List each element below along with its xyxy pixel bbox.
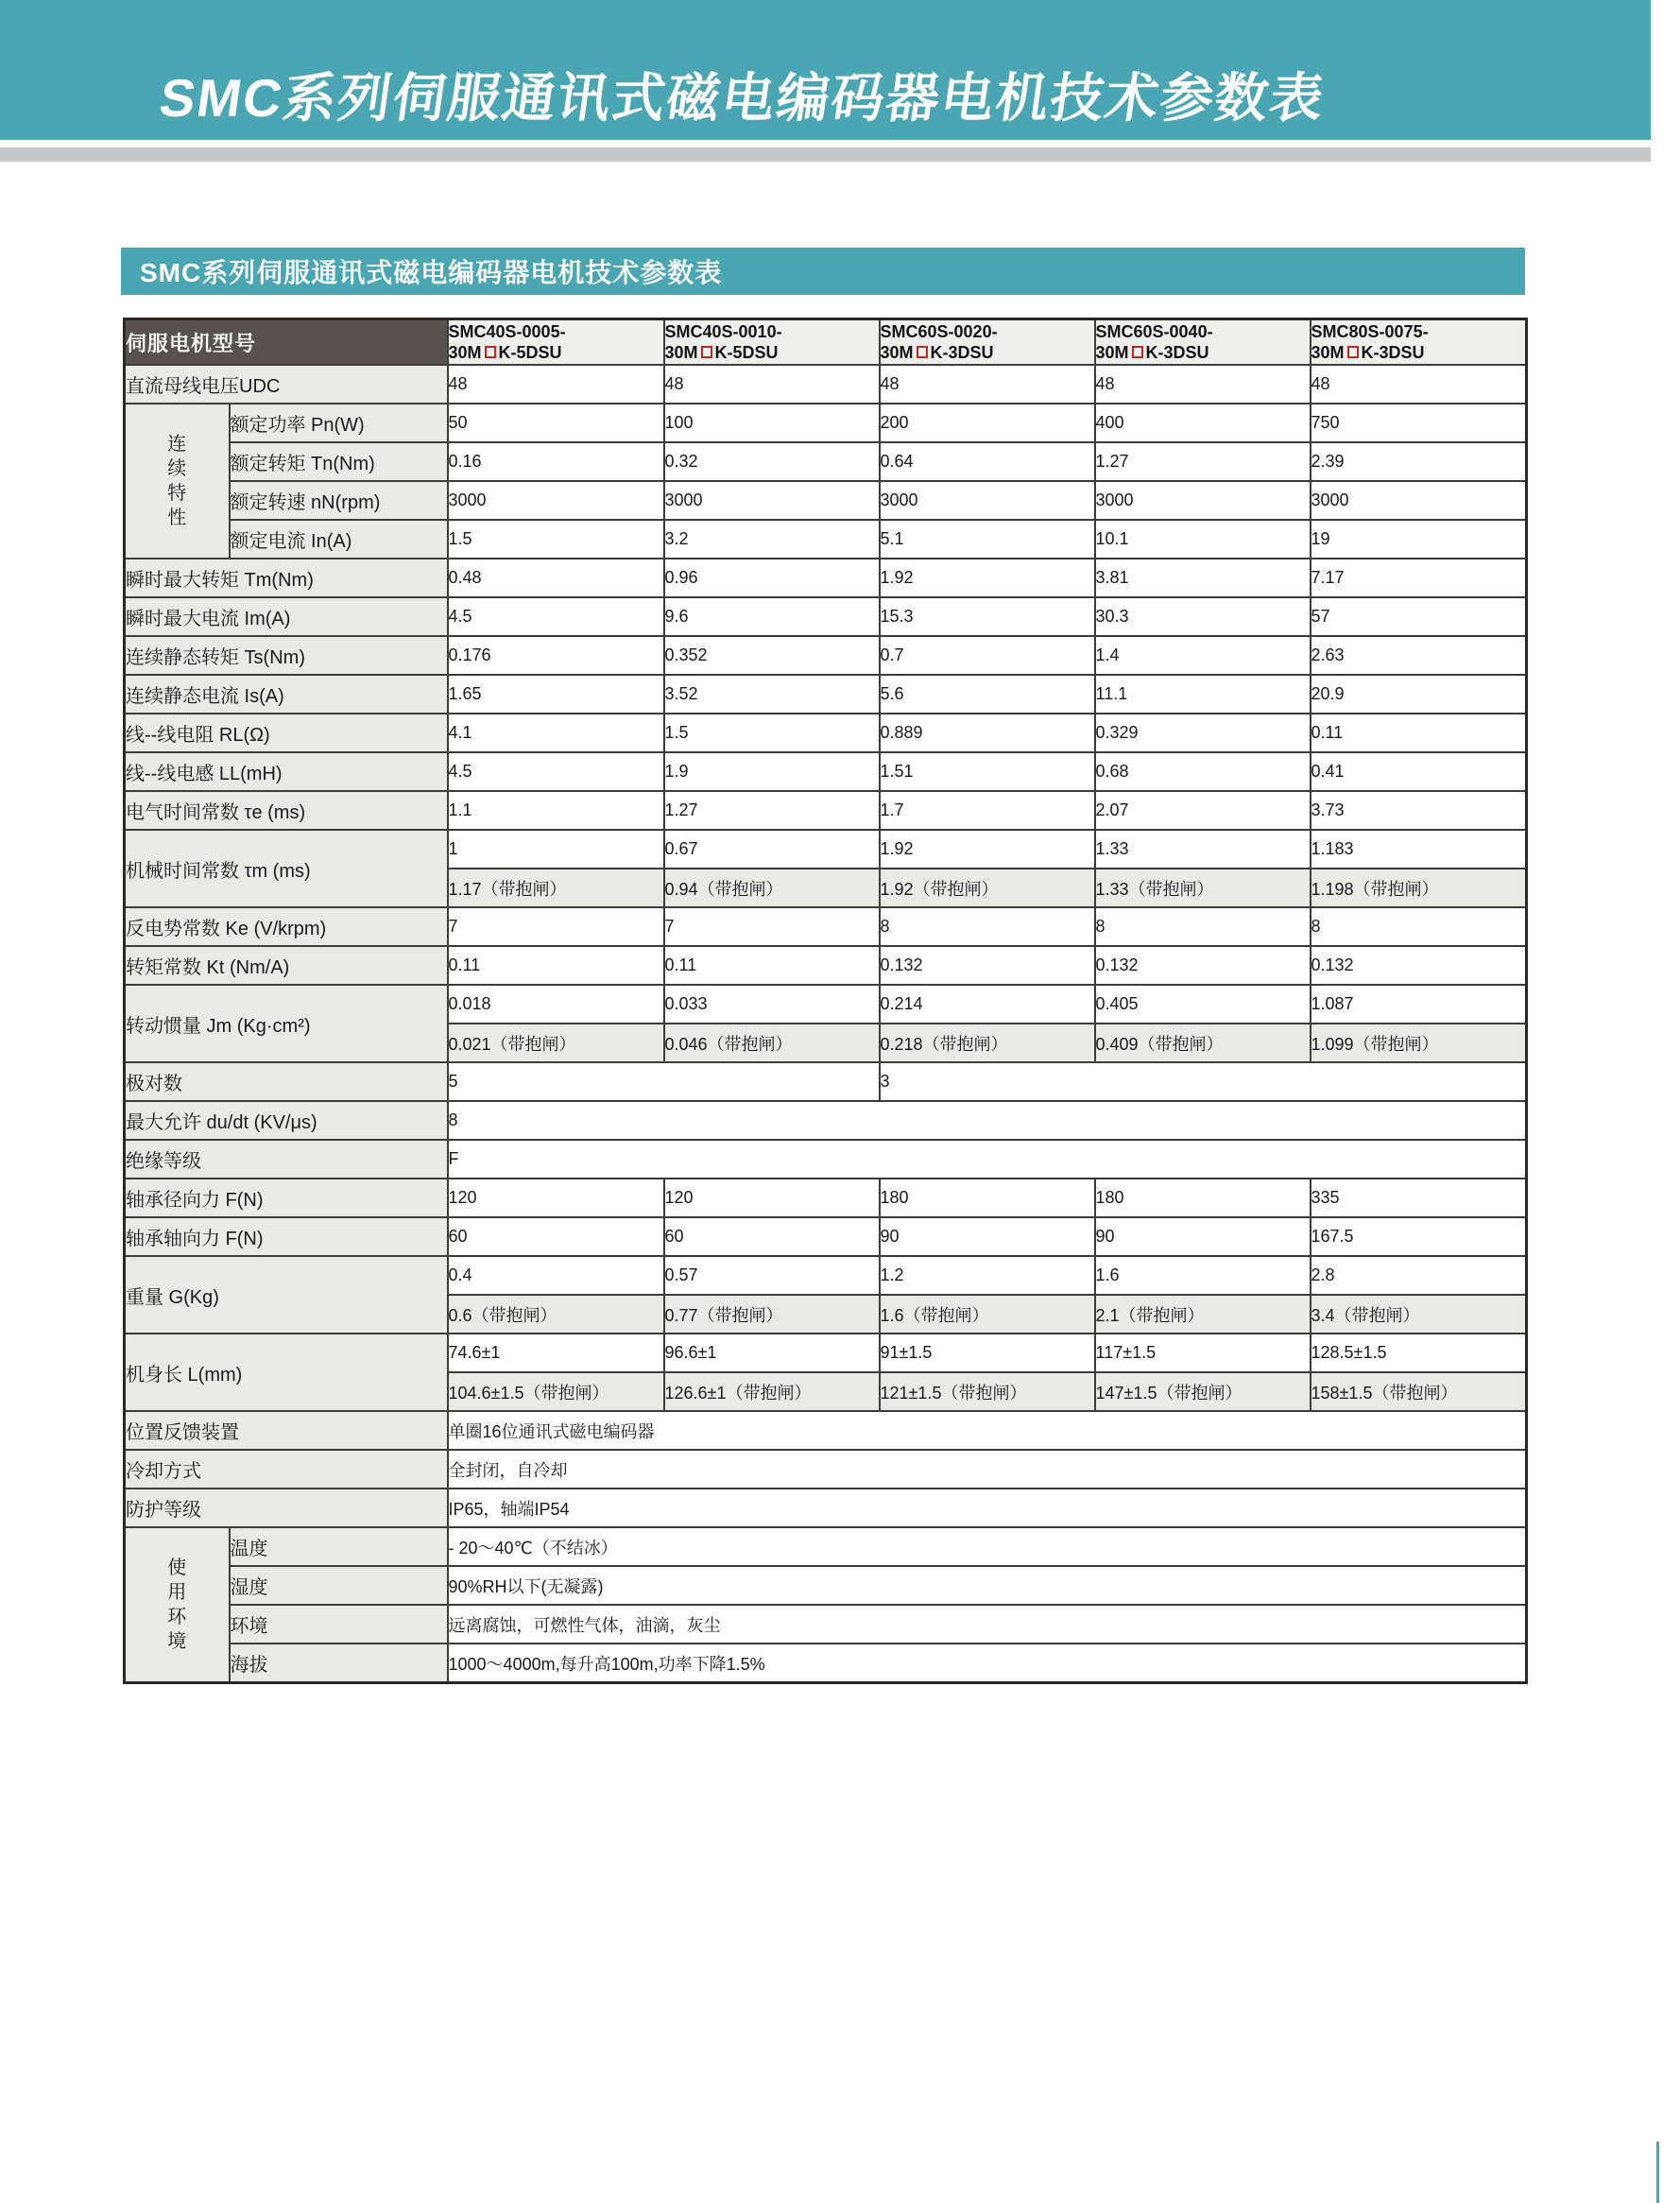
model-name-line2-prefix: 30M (1311, 343, 1345, 362)
group-label-char: 性 (167, 508, 187, 528)
cell-value: 0.889 (880, 714, 1095, 752)
row-label: 瞬时最大电流 Im(A) (125, 597, 448, 636)
page-banner (0, 0, 1651, 140)
group-label-char: 境 (167, 1631, 187, 1652)
model-name-line1: SMC80S-0075- (1311, 322, 1429, 341)
cell-value: 100 (664, 404, 880, 442)
row-label: 最大允许 du/dt (KV/μs) (125, 1101, 448, 1140)
frame-size-placeholder-icon (485, 346, 496, 358)
cell-value: 90 (1095, 1217, 1311, 1256)
cell-value: 0.046（带抱闸） (664, 1024, 880, 1062)
model-header (1311, 319, 1527, 366)
table-row (125, 1411, 1527, 1450)
decorative-line (1656, 2142, 1659, 2203)
group-label-char: 特 (167, 483, 187, 504)
cell-value: 50 (448, 404, 664, 442)
table-row (125, 1217, 1527, 1256)
section-title: SMC系列伺服通讯式磁电编码器电机技术参数表 (140, 258, 723, 287)
row-sublabel: 湿度 (230, 1566, 448, 1605)
cell-value: 7 (448, 907, 664, 946)
cell-value: 48 (448, 365, 664, 404)
model-header (1095, 319, 1311, 366)
cell-value: 1.17（带抱闸） (448, 869, 664, 907)
cell-value: 远离腐蚀，可燃性气体，油滴，灰尘 (448, 1605, 1527, 1644)
cell-value: 96.6±1 (664, 1334, 880, 1372)
cell-value: F (448, 1140, 1527, 1179)
table-row (125, 365, 1527, 404)
cell-value: 1.2 (880, 1256, 1095, 1295)
cell-value: 60 (448, 1217, 664, 1256)
cell-value: 0.41 (1311, 752, 1527, 791)
cell-value: 3 (880, 1062, 1527, 1101)
model-name-line2-prefix: 30M (880, 343, 914, 362)
row-label: 绝缘等级 (125, 1140, 448, 1179)
table-row (125, 1062, 1527, 1101)
model-name-line2-prefix: 30M (664, 343, 698, 362)
cell-value: 104.6±1.5（带抱闸） (448, 1372, 664, 1411)
cell-value: 0.218（带抱闸） (880, 1024, 1095, 1062)
cell-value: 180 (1095, 1179, 1311, 1217)
table-row (125, 830, 1527, 869)
model-name-line2-suffix: K-5DSU (498, 343, 562, 362)
spec-table-head (125, 319, 1527, 366)
cell-value: 0.132 (880, 946, 1095, 985)
row-label: 直流母线电压UDC (125, 365, 448, 404)
table-row (125, 404, 1527, 442)
row-label: 重量 G(Kg) (125, 1256, 448, 1334)
cell-value: 48 (1311, 365, 1527, 404)
cell-value: 0.7 (880, 636, 1095, 675)
group-label-char: 用 (167, 1582, 187, 1603)
table-row (125, 1605, 1527, 1644)
table-row (125, 1256, 1527, 1295)
row-label: 反电势常数 Ke (V/krpm) (125, 907, 448, 946)
cell-value: 30.3 (1095, 597, 1311, 636)
cell-value: 167.5 (1311, 1217, 1527, 1256)
cell-value: 0.77（带抱闸） (664, 1295, 880, 1334)
cell-value: 1000～4000m,每升高100m,功率下降1.5% (448, 1644, 1527, 1683)
group-label (125, 1527, 230, 1683)
cell-value: 0.409（带抱闸） (1095, 1024, 1311, 1062)
cell-value: 0.64 (880, 442, 1095, 481)
cell-value: 0.018 (448, 985, 664, 1024)
row-label: 极对数 (125, 1062, 448, 1101)
cell-value: 335 (1311, 1179, 1527, 1217)
table-row (125, 636, 1527, 675)
cell-value: 4.5 (448, 597, 664, 636)
cell-value: 1.6（带抱闸） (880, 1295, 1095, 1334)
page-title: SMC系列伺服通讯式磁电编码器电机技术参数表 (156, 68, 1329, 128)
cell-value: 3000 (1095, 481, 1311, 520)
cell-value: 2.07 (1095, 791, 1311, 830)
table-row (125, 946, 1527, 985)
cell-value: 0.57 (664, 1256, 880, 1295)
cell-value: 19 (1311, 520, 1527, 559)
frame-size-placeholder-icon (701, 346, 712, 358)
table-row (125, 1450, 1527, 1489)
row-label: 连续静态转矩 Ts(Nm) (125, 636, 448, 675)
cell-value: 0.48 (448, 559, 664, 597)
model-header (664, 319, 880, 366)
cell-value: 0.94（带抱闸） (664, 869, 880, 907)
cell-value: 3000 (448, 481, 664, 520)
cell-value: 0.96 (664, 559, 880, 597)
cell-value: 0.132 (1311, 946, 1527, 985)
cell-value: 117±1.5 (1095, 1334, 1311, 1372)
cell-value: 全封闭，自冷却 (448, 1450, 1527, 1489)
row-label: 冷却方式 (125, 1450, 448, 1489)
table-row (125, 675, 1527, 714)
cell-value: 7.17 (1311, 559, 1527, 597)
row-label: 防护等级 (125, 1489, 448, 1527)
model-name-line2-suffix: K-3DSU (930, 343, 994, 362)
spec-table-body (125, 365, 1527, 1683)
cell-value: 2.39 (1311, 442, 1527, 481)
group-label-char: 使 (167, 1558, 187, 1578)
cell-value: 8 (448, 1101, 1527, 1140)
table-row (125, 985, 1527, 1024)
cell-value: 9.6 (664, 597, 880, 636)
cell-value: 147±1.5（带抱闸） (1095, 1372, 1311, 1411)
cell-value: 3.4（带抱闸） (1311, 1295, 1527, 1334)
table-row (125, 559, 1527, 597)
cell-value: 1.5 (664, 714, 880, 752)
model-name-line2-prefix: 30M (1095, 343, 1129, 362)
row-label: 位置反馈装置 (125, 1411, 448, 1450)
cell-value: 120 (664, 1179, 880, 1217)
model-name-line2-prefix: 30M (448, 343, 482, 362)
row-label: 连续静态电流 Is(A) (125, 675, 448, 714)
table-row (125, 597, 1527, 636)
cell-value: 0.405 (1095, 985, 1311, 1024)
cell-value: 90%RH以下(无凝露) (448, 1566, 1527, 1605)
table-row (125, 907, 1527, 946)
cell-value: 10.1 (1095, 520, 1311, 559)
cell-value: 90 (880, 1217, 1095, 1256)
table-row (125, 481, 1527, 520)
cell-value: 0.67 (664, 830, 880, 869)
cell-value: 57 (1311, 597, 1527, 636)
row-label: 转动惯量 Jm (Kg·cm²) (125, 985, 448, 1062)
cell-value: IP65，轴端IP54 (448, 1489, 1527, 1527)
cell-value: 1.198（带抱闸） (1311, 869, 1527, 907)
model-name-line1: SMC40S-0005- (448, 322, 566, 341)
cell-value: 1.33（带抱闸） (1095, 869, 1311, 907)
cell-value: 0.329 (1095, 714, 1311, 752)
cell-value: 0.132 (1095, 946, 1311, 985)
row-label: 机械时间常数 τm (ms) (125, 830, 448, 907)
row-sublabel: 额定电流 In(A) (230, 520, 448, 559)
cell-value: 3.52 (664, 675, 880, 714)
cell-value: 2.8 (1311, 1256, 1527, 1295)
table-row (125, 714, 1527, 752)
cell-value: 1.92（带抱闸） (880, 869, 1095, 907)
cell-value: 5.1 (880, 520, 1095, 559)
cell-value: 5 (448, 1062, 880, 1101)
cell-value: 60 (664, 1217, 880, 1256)
cell-value: 20.9 (1311, 675, 1527, 714)
model-header-row (125, 319, 1527, 366)
spec-table (123, 318, 1528, 1684)
cell-value: 3.73 (1311, 791, 1527, 830)
cell-value: 128.5±1.5 (1311, 1334, 1527, 1372)
cell-value: 1.1 (448, 791, 664, 830)
table-row (125, 1140, 1527, 1179)
cell-value: 5.6 (880, 675, 1095, 714)
group-label-char: 续 (167, 458, 187, 479)
row-label: 线--线电阻 RL(Ω) (125, 714, 448, 752)
cell-value: 0.4 (448, 1256, 664, 1295)
divider-strip (0, 147, 1651, 162)
cell-value: 121±1.5（带抱闸） (880, 1372, 1095, 1411)
cell-value: 200 (880, 404, 1095, 442)
cell-value: 3.2 (664, 520, 880, 559)
row-sublabel: 额定转矩 Tn(Nm) (230, 442, 448, 481)
cell-value: 15.3 (880, 597, 1095, 636)
table-row (125, 1644, 1527, 1683)
row-label: 瞬时最大转矩 Tm(Nm) (125, 559, 448, 597)
cell-value: 8 (1095, 907, 1311, 946)
row-sublabel: 海拔 (230, 1644, 448, 1683)
row-sublabel: 额定转速 nN(rpm) (230, 481, 448, 520)
cell-value: 4.5 (448, 752, 664, 791)
row-label: 轴承轴向力 F(N) (125, 1217, 448, 1256)
cell-value: 0.021（带抱闸） (448, 1024, 664, 1062)
cell-value: 1.9 (664, 752, 880, 791)
cell-value: 4.1 (448, 714, 664, 752)
cell-value: 74.6±1 (448, 1334, 664, 1372)
group-label-char: 连 (167, 434, 187, 455)
cell-value: 2.63 (1311, 636, 1527, 675)
row-sublabel: 环境 (230, 1605, 448, 1644)
cell-value: 48 (880, 365, 1095, 404)
cell-value: 120 (448, 1179, 664, 1217)
table-row (125, 1334, 1527, 1372)
model-name-line1: SMC60S-0040- (1095, 322, 1213, 341)
model-name-line2-suffix: K-5DSU (714, 343, 779, 362)
cell-value: 1.33 (1095, 830, 1311, 869)
table-row (125, 520, 1527, 559)
model-name-line2-suffix: K-3DSU (1145, 343, 1209, 362)
cell-value: 3000 (880, 481, 1095, 520)
cell-value: 8 (1311, 907, 1527, 946)
cell-value: 1.5 (448, 520, 664, 559)
cell-value: 750 (1311, 404, 1527, 442)
model-header (448, 319, 664, 366)
cell-value: 0.176 (448, 636, 664, 675)
table-row (125, 1489, 1527, 1527)
table-row (125, 1527, 1527, 1566)
cell-value: 1.51 (880, 752, 1095, 791)
cell-value: 0.11 (448, 946, 664, 985)
cell-value: 1.65 (448, 675, 664, 714)
cell-value: 11.1 (1095, 675, 1311, 714)
cell-value: 0.68 (1095, 752, 1311, 791)
cell-value: 0.11 (664, 946, 880, 985)
cell-value: 126.6±1（带抱闸） (664, 1372, 880, 1411)
group-label (125, 404, 230, 559)
cell-value: 0.11 (1311, 714, 1527, 752)
table-row (125, 752, 1527, 791)
cell-value: 3000 (664, 481, 880, 520)
cell-value: 180 (880, 1179, 1095, 1217)
model-name-line1: SMC40S-0010- (664, 322, 782, 341)
cell-value: 0.16 (448, 442, 664, 481)
model-name-line1: SMC60S-0020- (880, 322, 998, 341)
row-label: 机身长 L(mm) (125, 1334, 448, 1411)
table-row (125, 1179, 1527, 1217)
frame-size-placeholder-icon (1347, 346, 1359, 358)
cell-value: 1.183 (1311, 830, 1527, 869)
cell-value: 1.099（带抱闸） (1311, 1024, 1527, 1062)
cell-value: 158±1.5（带抱闸） (1311, 1372, 1527, 1411)
cell-value: 7 (664, 907, 880, 946)
cell-value: 0.214 (880, 985, 1095, 1024)
cell-value: 1.4 (1095, 636, 1311, 675)
frame-size-placeholder-icon (917, 346, 928, 358)
cell-value: 1.7 (880, 791, 1095, 830)
cell-value: 1 (448, 830, 664, 869)
cell-value: 48 (664, 365, 880, 404)
cell-value: 1.27 (1095, 442, 1311, 481)
cell-value: 1.087 (1311, 985, 1527, 1024)
cell-value: 0.32 (664, 442, 880, 481)
row-label: 线--线电感 LL(mH) (125, 752, 448, 791)
cell-value: 1.92 (880, 830, 1095, 869)
cell-value: 48 (1095, 365, 1311, 404)
row-sublabel: 温度 (230, 1527, 448, 1566)
cell-value: 91±1.5 (880, 1334, 1095, 1372)
table-row (125, 442, 1527, 481)
model-name-line2-suffix: K-3DSU (1361, 343, 1425, 362)
cell-value: 单圈16位通讯式磁电编码器 (448, 1411, 1527, 1450)
frame-size-placeholder-icon (1132, 346, 1143, 358)
row-label: 轴承径向力 F(N) (125, 1179, 448, 1217)
cell-value: 1.92 (880, 559, 1095, 597)
cell-value: 8 (880, 907, 1095, 946)
table-row (125, 791, 1527, 830)
cell-value: 0.033 (664, 985, 880, 1024)
row-label: 转矩常数 Kt (Nm/A) (125, 946, 448, 985)
group-label-char: 环 (167, 1607, 187, 1627)
table-row (125, 1101, 1527, 1140)
cell-value: 0.6（带抱闸） (448, 1295, 664, 1334)
cell-value: 2.1（带抱闸） (1095, 1295, 1311, 1334)
cell-value: 400 (1095, 404, 1311, 442)
row-label: 电气时间常数 τe (ms) (125, 791, 448, 830)
cell-value: 1.27 (664, 791, 880, 830)
cell-value: 0.352 (664, 636, 880, 675)
model-header (880, 319, 1095, 366)
cell-value: - 20～40℃（不结冰） (448, 1527, 1527, 1566)
section-header (121, 248, 1525, 295)
row-sublabel: 额定功率 Pn(W) (230, 404, 448, 442)
cell-value: 3000 (1311, 481, 1527, 520)
table-row (125, 1566, 1527, 1605)
model-column-header: 伺服电机型号 (125, 319, 448, 366)
cell-value: 1.6 (1095, 1256, 1311, 1295)
cell-value: 3.81 (1095, 559, 1311, 597)
